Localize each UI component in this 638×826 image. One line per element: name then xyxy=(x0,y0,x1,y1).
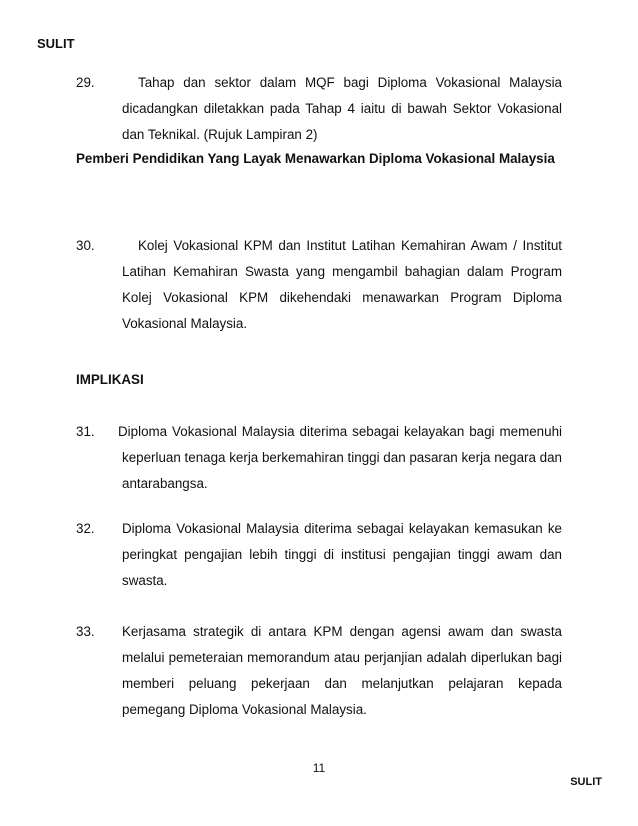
paragraph-number: 31. xyxy=(76,424,95,439)
paragraph-text: Kolej Vokasional KPM dan Institut Latihan Kemahiran Awam / Institut Latihan Kemahiran Swasta yang mengambil bahagian dalam Program Kolej Vokasional KPM dikehendaki menawarkan Program Diploma Vokasional Malaysia. xyxy=(122,238,562,331)
paragraph-text: Diploma Vokasional Malaysia diterima sebagai kelayakan kemasukan ke peringkat pengajian lebih tinggi di institusi pengajian tinggi awam dan swasta. xyxy=(122,521,562,588)
page-number: 11 xyxy=(312,761,326,775)
paragraph-32 xyxy=(76,516,562,594)
paragraph-29 xyxy=(76,70,562,148)
paragraph-33 xyxy=(76,619,562,723)
paragraph-31 xyxy=(76,419,562,497)
paragraph-number: 30. xyxy=(76,238,95,253)
paragraph-text: Tahap dan sektor dalam MQF bagi Diploma Vokasional Malaysia dicadangkan diletakkan pada Tahap 4 iaitu di bawah Sektor Vokasional dan Teknikal. (Rujuk Lampiran 2) xyxy=(122,75,562,142)
paragraph-number: 29. xyxy=(76,75,95,90)
paragraph-text: Diploma Vokasional Malaysia diterima sebagai kelayakan bagi memenuhi keperluan tenaga kerja berkemahiran tinggi dan pasaran kerja negara dan antarabangsa. xyxy=(118,424,562,491)
paragraph-text: Kerjasama strategik di antara KPM dengan agensi awam dan swasta melalui pemeteraian memorandum atau perjanjian adalah diperlukan bagi memberi peluang pekerjaan dan melanjutkan pelajaran kepada pemegang Diploma Vokasional Malaysia. xyxy=(122,624,562,717)
section-heading-pemberi: Pemberi Pendidikan Yang Layak Menawarkan Diploma Vokasional Malaysia xyxy=(76,151,555,166)
paragraph-number: 33. xyxy=(76,624,95,639)
paragraph-number: 32. xyxy=(76,521,95,536)
classification-footer: SULIT xyxy=(570,776,602,788)
classification-header: SULIT xyxy=(37,36,75,51)
paragraph-30 xyxy=(76,233,562,337)
section-heading-implikasi: IMPLIKASI xyxy=(76,372,144,387)
